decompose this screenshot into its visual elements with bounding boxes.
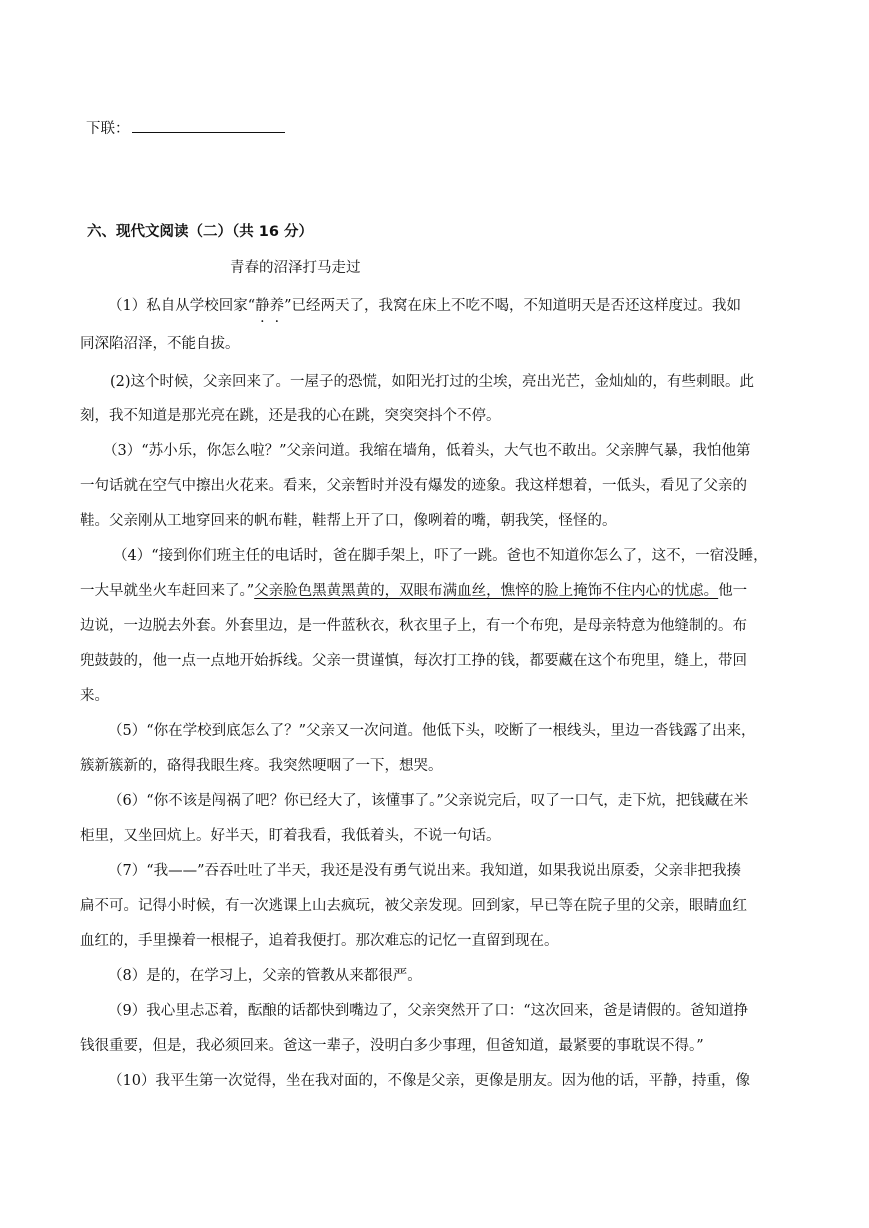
- paragraph-line: 柜里，又坐回炕上。好半天，盯着我看，我低着头，不说一句话。: [80, 828, 501, 844]
- paragraph-line: （4）“接到你们班主任的电话时，爸在脚手架上，吓了一跳。爸也不知道你怎么了，这不，一宿没睡，: [113, 548, 768, 564]
- paragraph-line: 血红的，手里操着一根棍子，追着我便打。那次难忘的记忆一直留到现在。: [80, 933, 559, 949]
- paragraph-line: （7）“我——”吞吞吐吐了半天，我还是没有勇气说出来。我知道，如果我说出原委，父亲非把我揍: [108, 863, 742, 879]
- paragraph-line: 鞋。父亲刚从工地穿回来的帆布鞋，鞋帮上开了口，像咧着的嘴，朝我笑，怪怪的。: [80, 513, 617, 529]
- article-title: 青春的沼泽打马走过: [230, 260, 361, 276]
- paragraph-line: （8）是的，在学习上，父亲的管教从来都很严。: [108, 968, 422, 984]
- paragraph-line: （5）“你在学校到底怎么了？”父亲又一次问道。他低下头，咬断了一根线头，里边一沓钱露了出来，: [108, 723, 756, 739]
- emphasis-char: 静: [255, 298, 270, 314]
- paragraph-line: （1）私自从学校回家“静养”已经两天了，我窝在床上不吃不喝，不知道明天是否还这样度过。我如: [108, 298, 742, 314]
- paragraph-line: （3）“苏小乐，你怎么啦？”父亲问道。我缩在墙角，低着头，大气也不敢出。父亲脾气暴，我怕他第: [103, 443, 751, 459]
- paragraph-line: （6）“你不该是闯祸了吧？你已经大了，该懂事了。”父亲说完后，叹了一口气，走下炕，把钱藏在米: [108, 793, 749, 809]
- couplet-label: 下联：: [86, 121, 130, 137]
- paragraph-line: 兜鼓鼓的，他一点一点地开始拆线。父亲一贯谨慎，每次打工挣的钱，都要藏在这个布兜里，缝上，带回: [80, 653, 747, 669]
- paragraph-line: 一大早就坐火车赶回来了。”父亲脸色黑黄黑黄的，双眼布满血丝，憔悴的脸上掩饰不住内心的忧虑。他一: [80, 583, 748, 599]
- paragraph-line: (2)这个时候，父亲回来了。一屋子的恐慌，如阳光打过的尘埃，亮出光芒，金灿灿的，有些刺眼。此: [110, 374, 755, 390]
- paragraph-line: 钱很重要，但是，我必须回来。爸这一辈子，没明白多少事理，但爸知道，最紧要的事耽误不得。”: [80, 1038, 704, 1054]
- paragraph-line: （10）我平生第一次觉得，坐在我对面的，不像是父亲，更像是朋友。因为他的话，平静，持重，像: [108, 1073, 750, 1089]
- paragraph-line: 来。: [80, 688, 109, 704]
- answer-blank[interactable]: [132, 118, 285, 133]
- couplet-second-line: [86, 118, 285, 139]
- underlined-sentence: 父亲脸色黑黄黑黄的，双眼布满血丝，憔悴的脸上掩饰不住内心的忧虑。: [254, 583, 719, 599]
- paragraph-line: 簇新簇新的，硌得我眼生疼。我突然哽咽了一下，想哭。: [80, 758, 443, 774]
- section-heading: 六、现代文阅读（二）（共 16 分）: [87, 224, 314, 240]
- emphasis-char: 养: [269, 298, 285, 314]
- paragraph-line: 扁不可。记得小时候，有一次逃课上山去疯玩，被父亲发现。回到家，早已等在院子里的父亲，眼睛血红: [80, 898, 747, 914]
- paragraph-line: 刻，我不知道是那光亮在跳，还是我的心在跳，突突突抖个不停。: [80, 408, 501, 424]
- paragraph-line: （9）我心里忐忑着，酝酿的话都快到嘴边了，父亲突然开了口：“这次回来，爸是请假的。爸知道挣: [108, 1003, 749, 1019]
- paragraph-line: 同深陷沼泽，不能自拔。: [80, 336, 240, 352]
- paragraph-line: 边说，一边脱去外套。外套里边，是一件蓝秋衣，秋衣里子上，有一个布兜，是母亲特意为他缝制的。布: [80, 618, 747, 634]
- paragraph-line: 一句话就在空气中擦出火花来。看来，父亲暂时并没有爆发的迹象。我这样想着，一低头，看见了父亲的: [80, 478, 747, 494]
